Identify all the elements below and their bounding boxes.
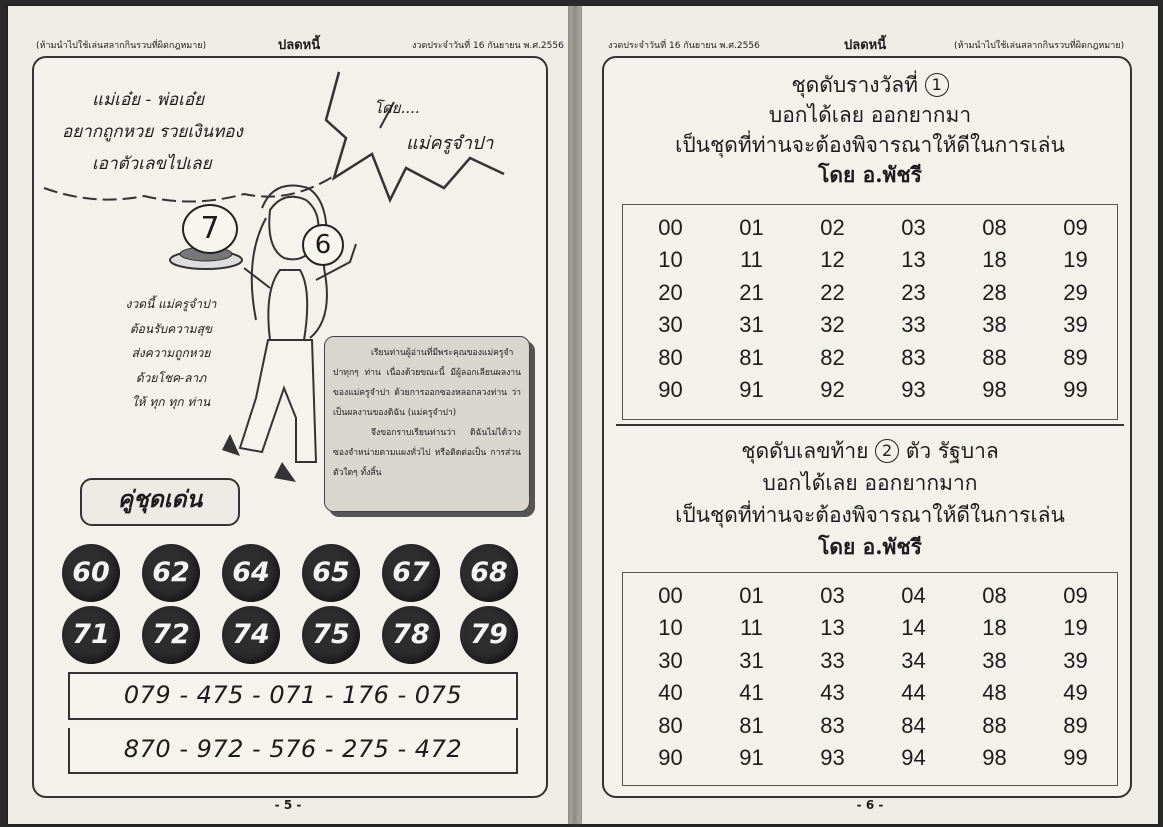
number-cell: 38 — [982, 312, 1007, 338]
featured-pair-ball: 74 — [222, 606, 280, 664]
right-page — [582, 6, 1158, 824]
number-cell: 83 — [820, 712, 845, 738]
number-cell: 33 — [901, 312, 926, 338]
number-cell: 08 — [982, 583, 1007, 608]
number-cell: 18 — [982, 247, 1007, 273]
number-cell: 88 — [982, 712, 1007, 738]
number-cell: 48 — [982, 680, 1007, 706]
side-text-line: ต้อนรับความสุข — [129, 321, 213, 336]
number-cell: 11 — [740, 247, 763, 273]
number-cell: 99 — [1063, 377, 1088, 403]
number-cell: 19 — [1063, 615, 1088, 641]
section2-title-suffix: ตัว รัฐบาล — [905, 439, 999, 463]
number-cell: 89 — [1063, 344, 1088, 370]
number-cell: 31 — [739, 647, 764, 673]
number-cell: 33 — [820, 647, 845, 673]
notice-paragraph: จึงขอกราบเรียนท่านว่า ดิฉันไม่ได้วางซองจำหน่ายตามแผงทั่วไป หรือติดต่อเป็น การส่วนตัวใดๆ ทั้งสิ้น — [333, 428, 521, 478]
cloud-line-3: เอาตัวเลขไปเลย — [92, 154, 212, 174]
number-cell: 88 — [982, 344, 1007, 370]
number-cell: 01 — [739, 215, 764, 240]
number-cell: 94 — [901, 745, 926, 771]
number-cell: 84 — [901, 712, 926, 738]
number-cell: 29 — [1063, 279, 1088, 305]
girl-top — [268, 270, 307, 340]
featured-pair-ball: 79 — [460, 606, 518, 664]
number-cell: 41 — [739, 680, 764, 706]
lucky-number-badge: 7 — [182, 204, 238, 254]
number-cell: 40 — [658, 680, 683, 706]
notice-box — [324, 336, 530, 512]
number-cell: 34 — [901, 647, 926, 673]
combo-numbers-row: 870 - 972 - 576 - 275 - 472 — [68, 728, 518, 774]
cloud-line-1: แม่เอ๋ย - พ่อเอ๋ย — [92, 90, 205, 110]
number-cell: 80 — [658, 712, 683, 738]
featured-pair-ball: 62 — [142, 544, 200, 602]
number-cell: 91 — [739, 377, 764, 403]
number-cell: 49 — [1063, 680, 1088, 706]
number-cell: 22 — [820, 279, 845, 305]
side-text-line: ด้วยโชค-ลาภ — [135, 370, 207, 385]
notice-paragraph: เรียนท่านผู้อ่านที่มีพระคุณของแม่ครูจำปาทุกๆ ท่าน เนื่องด้วยขณะนี้ มีผู้ลอกเลียนผลงานของแม่ครูจำปา ด้วยการออกซองหลอกลวงท่าน ว่าเป็นผลงานของดิฉัน (แม่ครูจำปา) — [333, 348, 521, 418]
number-cell: 83 — [901, 344, 926, 370]
number-cell: 81 — [739, 344, 764, 370]
number-cell: 23 — [901, 279, 926, 305]
section2-author: โดย อ.พัชรี — [818, 534, 922, 559]
featured-pair-ball: 72 — [142, 606, 200, 664]
number-cell: 30 — [658, 312, 683, 338]
featured-pair-ball: 78 — [382, 606, 440, 664]
right-header-warning: (ห้ามนำไปใช้เล่นสลากกินรวบที่ผิดกฎหมาย) — [954, 41, 1125, 51]
number-cell: 93 — [901, 377, 926, 403]
number-cell: 04 — [901, 583, 926, 608]
featured-pair-ball: 60 — [62, 544, 120, 602]
number-cell: 21 — [739, 279, 764, 305]
number-cell: 00 — [658, 215, 683, 240]
number-cell: 39 — [1063, 647, 1088, 673]
featured-pair-ball: 71 — [62, 606, 120, 664]
number-cell: 43 — [820, 680, 845, 706]
section1-title: ชุดดับรางวัลที่ — [791, 73, 918, 97]
number-cell: 93 — [820, 745, 845, 771]
number-cell: 99 — [1063, 745, 1088, 771]
section1-circle-number: 1 — [925, 73, 949, 97]
section2-title: ชุดดับเลขท้าย — [741, 439, 869, 463]
section2-subtitle: บอกได้เลย ออกยากมาก — [762, 471, 978, 495]
page-number: - 5 - — [274, 798, 302, 812]
number-cell: 03 — [901, 215, 926, 240]
section1-author: โดย อ.พัชรี — [818, 162, 922, 187]
section2-number-grid — [630, 580, 1116, 774]
number-cell: 92 — [820, 377, 845, 403]
section2-circle-number: 2 — [875, 439, 899, 463]
number-cell: 31 — [739, 312, 764, 338]
section1-subtitle: บอกได้เลย ออกยากมา — [768, 103, 972, 127]
featured-pair-ball: 65 — [302, 544, 360, 602]
combo-numbers-row: 079 - 475 - 071 - 176 - 075 — [68, 672, 518, 720]
right-header-title: ปลดหนี้ — [844, 38, 887, 53]
number-cell: 01 — [739, 583, 764, 608]
number-cell: 18 — [982, 615, 1007, 641]
number-cell: 20 — [658, 279, 683, 305]
left-page — [8, 6, 568, 824]
left-header-title: ปลดหนี้ — [278, 38, 321, 53]
lucky-number-badge: 6 — [302, 224, 344, 266]
number-cell: 82 — [820, 344, 845, 370]
featured-pair-ball: 64 — [222, 544, 280, 602]
number-cell: 10 — [658, 615, 683, 641]
number-cell: 09 — [1063, 583, 1088, 608]
number-cell: 28 — [982, 279, 1007, 305]
section-divider — [616, 424, 1124, 426]
side-text-line: ส่งความถูกหวย — [131, 346, 211, 360]
number-cell: 32 — [820, 312, 845, 338]
featured-pairs-label: คู่ชุดเด่น — [80, 478, 240, 526]
left-header-warning: (ห้ามนำไปใช้เล่นสลากกินรวบที่ผิดกฎหมาย) — [36, 41, 207, 51]
side-text-line: งวดนี้ แม่ครูจำปา — [125, 297, 217, 311]
cloud-line-2: อยากถูกหวย รวยเงินทอง — [62, 122, 243, 142]
number-cell: 10 — [658, 247, 683, 273]
section1-number-grid — [630, 212, 1116, 406]
number-cell: 02 — [820, 215, 845, 240]
number-cell: 89 — [1063, 712, 1088, 738]
number-cell: 13 — [901, 247, 926, 273]
number-cell: 09 — [1063, 215, 1088, 240]
section1-note: เป็นชุดที่ท่านจะต้องพิจารณาให้ดีในการเล่น — [675, 133, 1065, 157]
number-cell: 14 — [901, 615, 926, 641]
girl-pants — [240, 340, 316, 462]
number-cell: 90 — [658, 377, 683, 403]
number-cell: 03 — [820, 583, 845, 608]
number-cell: 98 — [982, 745, 1007, 771]
number-cell: 11 — [740, 615, 763, 641]
number-cell: 98 — [982, 377, 1007, 403]
number-cell: 90 — [658, 745, 683, 771]
left-header-date: งวดประจำวันที่ 16 กันยายน พ.ศ.2556 — [412, 41, 564, 51]
number-cell: 38 — [982, 647, 1007, 673]
author-name: แม่ครูจำปา — [406, 133, 494, 154]
number-cell: 80 — [658, 344, 683, 370]
number-cell: 13 — [820, 615, 845, 641]
side-text-line: ให้ ทุก ทุก ท่าน — [131, 395, 211, 409]
number-cell: 12 — [820, 247, 845, 273]
number-cell: 30 — [658, 647, 683, 673]
number-cell: 81 — [739, 712, 764, 738]
number-cell: 91 — [739, 745, 764, 771]
featured-pair-ball: 75 — [302, 606, 360, 664]
section2-note: เป็นชุดที่ท่านจะต้องพิจารณาให้ดีในการเล่น — [675, 503, 1065, 527]
number-cell: 00 — [658, 583, 683, 608]
featured-pair-ball: 67 — [382, 544, 440, 602]
by-label: โดย.... — [374, 99, 420, 117]
number-cell: 44 — [901, 680, 926, 706]
number-cell: 19 — [1063, 247, 1088, 273]
number-cell: 39 — [1063, 312, 1088, 338]
number-cell: 08 — [982, 215, 1007, 240]
featured-pair-ball: 68 — [460, 544, 518, 602]
right-header-date: งวดประจำวันที่ 16 กันยายน พ.ศ.2556 — [608, 41, 760, 51]
page-number: - 6 - — [856, 798, 884, 812]
